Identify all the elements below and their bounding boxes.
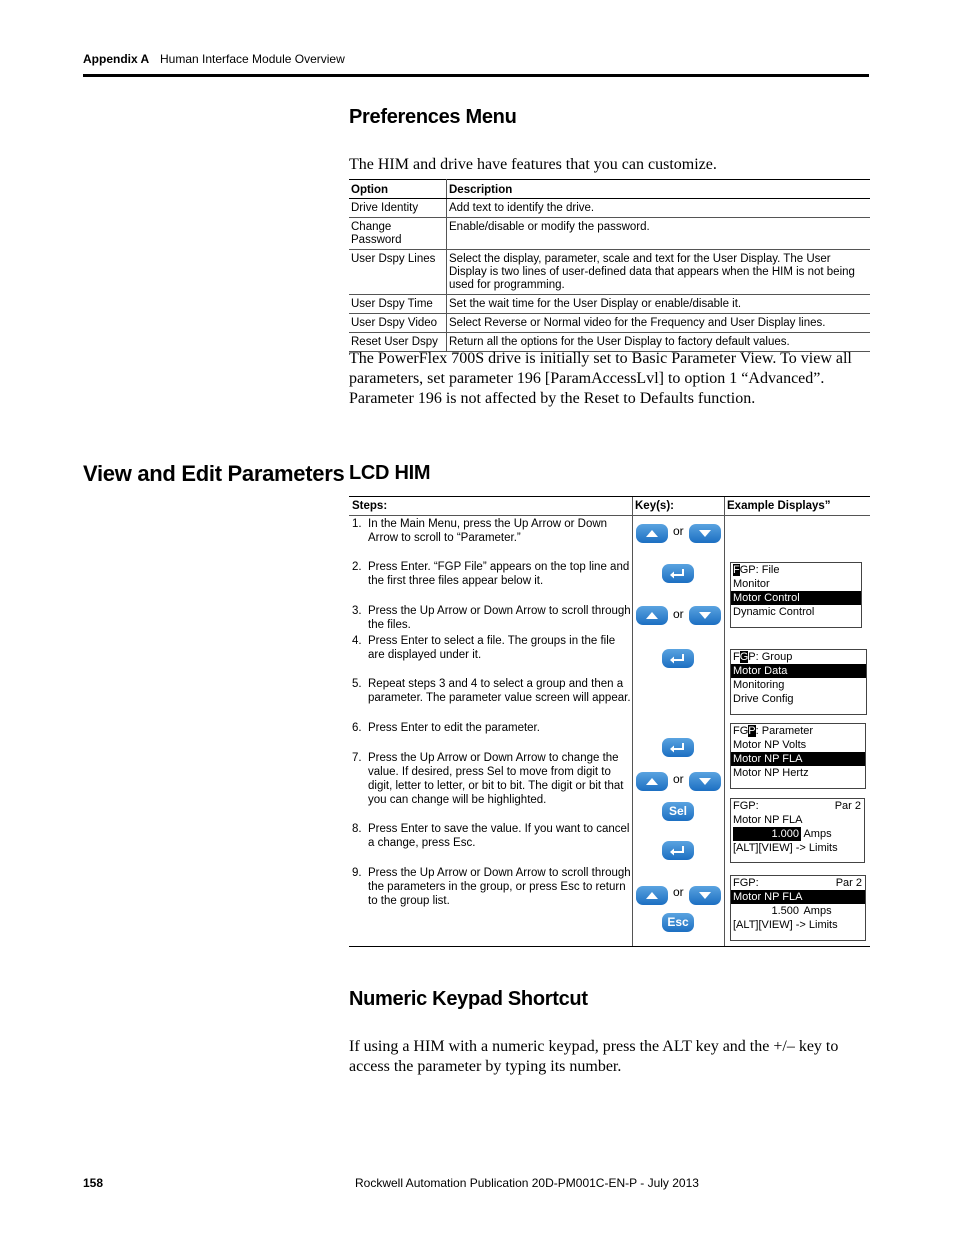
or-label: or [673, 772, 684, 786]
table-row [349, 295, 870, 314]
or-label: or [673, 607, 684, 621]
enter-icon [662, 841, 694, 860]
table-row [349, 314, 870, 333]
description-cell: Add text to identify the drive. [447, 199, 871, 218]
down-arrow-key [689, 606, 721, 625]
enter-key [662, 564, 694, 583]
description-cell: Enable/disable or modify the password. [447, 218, 871, 250]
enter-icon [662, 738, 694, 757]
down-arrow-icon [689, 606, 721, 625]
access-level-note: The PowerFlex 700S drive is initially set to Basic Parameter View. To view all parameters, set parameter 196 [ParamAccessLvl] to option 1 “Advanced”. Parameter 196 is not affected by the Reset to Defaults function. [349, 350, 852, 407]
option-cell: Reset User Dspy [349, 333, 447, 352]
lcd-him-heading: LCD HIM [349, 462, 431, 484]
enter-key [662, 841, 694, 860]
col-steps: Steps: [352, 500, 388, 512]
down-arrow-icon [689, 524, 721, 543]
enter-icon [662, 564, 694, 583]
numeric-keypad-text: If using a HIM with a numeric keypad, press the ALT key and the +/– key to access the parameter by typing its number. [349, 1038, 839, 1075]
option-cell: User Dspy Video [349, 314, 447, 333]
table-row [349, 250, 870, 295]
display-edit-value: FGP: Par 2 Motor NP FLA 1.000 Amps [ALT][VIEW] -> Limits [730, 798, 865, 863]
esc-key [662, 913, 694, 932]
down-arrow-icon [689, 886, 721, 905]
page-number: 158 [83, 1176, 104, 1190]
option-cell: User Dspy Lines [349, 250, 447, 295]
up-arrow-icon [636, 772, 668, 791]
up-arrow-key [636, 524, 668, 543]
up-arrow-key [636, 886, 668, 905]
up-arrow-icon [636, 886, 668, 905]
up-arrow-key [636, 606, 668, 625]
table-row [349, 218, 870, 250]
sel-key [662, 802, 694, 821]
section-title: View and Edit Parameters [83, 461, 345, 486]
down-arrow-icon [689, 772, 721, 791]
table-row [349, 199, 870, 218]
display-file: FGP: File Monitor Motor Control Dynamic Control [730, 562, 862, 628]
numeric-keypad-heading: Numeric Keypad Shortcut [349, 988, 588, 1010]
col-description: Description [447, 180, 871, 199]
or-label: or [673, 885, 684, 899]
up-arrow-icon [636, 606, 668, 625]
col-keys: Key(s): [635, 500, 674, 512]
enter-key [662, 738, 694, 757]
appendix-label: Appendix A [83, 52, 150, 66]
description-cell: Set the wait time for the User Display or enable/disable it. [447, 295, 871, 314]
up-arrow-key [636, 772, 668, 791]
preferences-heading: Preferences Menu [349, 106, 517, 128]
down-arrow-key [689, 772, 721, 791]
description-cell: Select the display, parameter, scale and text for the User Display. The User Display is two lines of user-defined data that appears when the HIM is not being used for programming. [447, 250, 871, 295]
col-option: Option [349, 180, 447, 199]
esc-key-label: Esc [667, 915, 689, 929]
down-arrow-key [689, 524, 721, 543]
up-arrow-icon [636, 524, 668, 543]
display-saved-value: FGP: Par 2 Motor NP FLA 1.500 Amps [ALT][VIEW] -> Limits [730, 875, 866, 941]
description-cell: Return all the options for the User Display to factory default values. [447, 333, 871, 352]
option-cell: Change Password [349, 218, 447, 250]
display-group: FGP: Group Motor Data Monitoring Drive Config [730, 649, 867, 715]
sel-key-label: Sel [668, 804, 687, 818]
description-cell: Select Reverse or Normal video for the Frequency and User Display lines. [447, 314, 871, 333]
enter-key [662, 649, 694, 668]
header-title: Human Interface Module Overview [160, 52, 345, 66]
running-header [83, 52, 345, 66]
header-rule [83, 74, 869, 77]
preferences-table [349, 179, 870, 352]
option-cell: Drive Identity [349, 199, 447, 218]
down-arrow-key [689, 886, 721, 905]
col-example-displays: Example Displays” [727, 500, 831, 512]
option-cell: User Dspy Time [349, 295, 447, 314]
preferences-intro: The HIM and drive have features that you can customize. [349, 156, 717, 173]
or-label: or [673, 524, 684, 538]
display-parameter: FGP: Parameter Motor NP Volts Motor NP FLA Motor NP Hertz [730, 723, 866, 789]
enter-icon [662, 649, 694, 668]
publication-footer: Rockwell Automation Publication 20D-PM001C-EN-P - July 2013 [355, 1176, 699, 1190]
